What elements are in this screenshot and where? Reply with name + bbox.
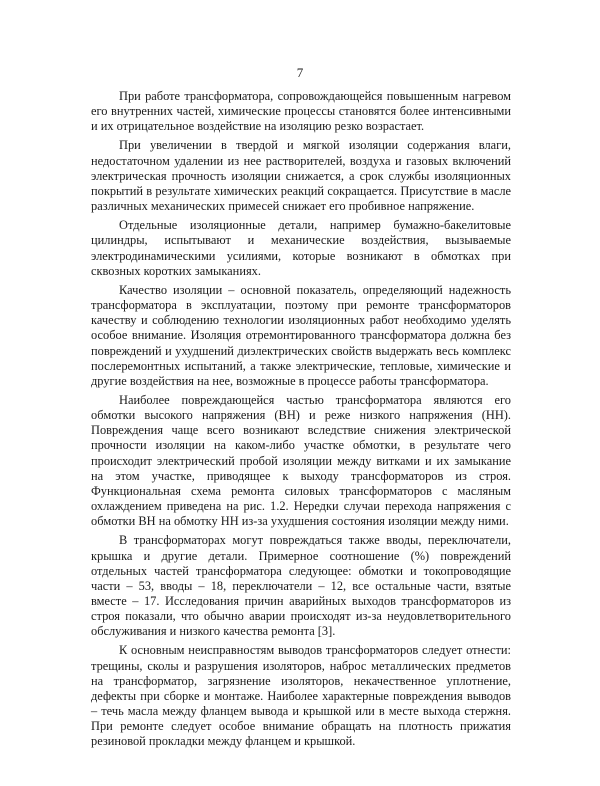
- paragraph: При работе трансформатора, сопровождающейся повышенным нагревом его внутренних частей, химические процессы становятся более интенсивными и их отрицательное воздействие на изоляцию резко возрастает.: [91, 89, 511, 134]
- paragraph: К основным неисправностям выводов трансформаторов следует отнести: трещины, сколы и разрушения изоляторов, наброс металлических предметов на трансформатор, загрязнение изоляторов, некачественное уплотнение, дефекты при сборке и монтаже. Наиболее характерные повреждения выводов – течь масла между фланцем вывода и крышкой или в месте выхода стержня. При ремонте следует особое внимание обращать на плотность прижатия резиновой прокладки между фланцем и крышкой.: [91, 643, 511, 749]
- page-number: 7: [296, 65, 304, 80]
- body-text: [91, 89, 511, 754]
- paragraph: Наиболее повреждающейся частью трансформатора являются его обмотки высокого напряжения (ВН) и реже низкого напряжения (НН). Повреждения чаще всего возникают вследствие снижения электрической прочности изоляции на каком-либо участке обмотки, в результате чего происходит электрический пробой изоляции между витками и их замыкание на этом участке, приводящее к выходу трансформаторов из строя. Функциональная схема ремонта силовых трансформаторов с масляным охлаждением приведена на рис. 1.2. Нередки случаи перехода напряжения с обмотки ВН на обмотку НН из-за ухудшения состояния изоляции между ними.: [91, 392, 511, 529]
- paragraph: В трансформаторах могут повреждаться также вводы, переключатели, крышка и другие детали. Примерное соотношение (%) повреждений отдельных частей трансформатора следующее: обмотки и токопроводящие части – 53, вводы – 18, переключатели – 12, все остальные части, взятые вместе – 17. Исследования причин аварийных выходов трансформаторов из строя показали, что обычно аварии происходят из-за неудовлетворительного обслуживания и низкого качества ремонта [3].: [91, 533, 511, 639]
- paragraph: Отдельные изоляционные детали, например бумажно-бакелитовые цилиндры, испытывают и механические воздействия, вызываемые электродинамическими усилиями, которые возникают в обмотках при сквозных коротких замыканиях.: [91, 218, 511, 278]
- paragraph: Качество изоляции – основной показатель, определяющий надежность трансформатора в эксплуатации, поэтому при ремонте трансформаторов качеству и соблюдению технологии изоляционных работ необходимо уделять особое внимание. Изоляция отремонтированного трансформатора должна без повреждений и ухудшений диэлектрических свойств выдержать весь комплекс послеремонтных испытаний, а также электрические, тепловые, химические и другие воздействия на нее, возможные в процессе работы трансформатора.: [91, 282, 511, 388]
- paragraph: При увеличении в твердой и мягкой изоляции содержания влаги, недостаточном удалении из нее растворителей, воздуха и газовых включений электрическая прочность изоляции снижается, а срок службы изоляционных покрытий в результате химических реакций сокращается. Присутствие в масле различных механических примесей снижает его пробивное напряжение.: [91, 138, 511, 214]
